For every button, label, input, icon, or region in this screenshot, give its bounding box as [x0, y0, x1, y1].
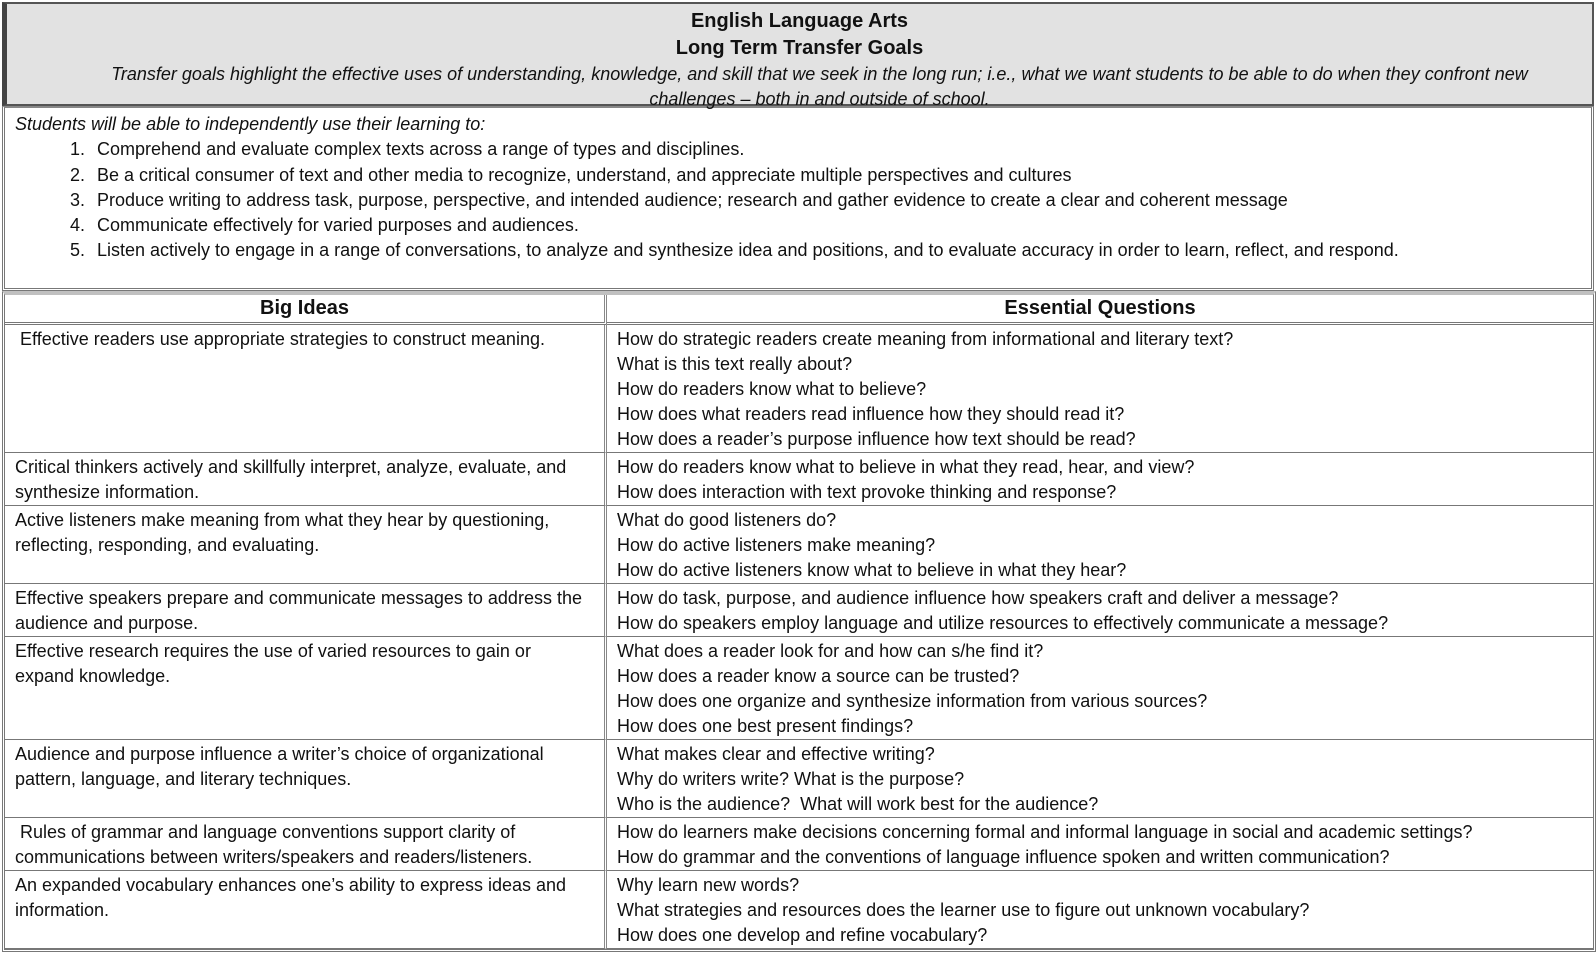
essential-question: What strategies and resources does the learner use to figure out unknown vocabulary? [617, 900, 1310, 920]
essential-question: What do good listeners do? [617, 510, 837, 530]
document-title: English Language Arts [690, 10, 909, 32]
table-header-row [5, 295, 1593, 325]
goal-item [15, 188, 1581, 213]
goal-number: 5. [69, 240, 85, 261]
big-idea-cell: Effective readers use appropriate strategies to construct meaning. [5, 325, 607, 453]
big-idea-cell: An expanded vocabulary enhances one’s ability to express ideas and information. [5, 871, 607, 949]
column-header-essential-questions: Essential Questions [607, 295, 1593, 325]
big-idea-cell: Effective research requires the use of varied resources to gain or expand knowledge. [5, 637, 607, 740]
table-row [5, 637, 1593, 740]
goal-item [15, 137, 1581, 162]
goal-text: Comprehend and evaluate complex texts across a range of types and disciplines. [97, 139, 745, 160]
header-description: Transfer goals highlight the effective uses of understanding, knowledge, and skill that we seek in the long run; i.e., what we want students to be able to do when they confront new challenges – both in and outside of school. [111, 64, 1528, 109]
header-section [2, 2, 1594, 109]
essential-question: Why do writers write? What is the purpose? [617, 769, 965, 789]
document [2, 2, 1594, 952]
essential-question: How does one best present findings? [617, 716, 914, 736]
essential-questions-cell [607, 506, 1593, 584]
big-idea-cell: Effective speakers prepare and communicate messages to address the audience and purpose. [5, 584, 607, 637]
table-row [5, 453, 1593, 506]
goal-number: 4. [69, 215, 85, 236]
goal-number: 3. [69, 189, 85, 210]
transfer-goals-section [2, 106, 1594, 291]
goal-text: Produce writing to address task, purpose, perspective, and intended audience; research and gather evidence to create a clear and coherent message [97, 189, 1288, 210]
essential-question: How does one develop and refine vocabulary? [617, 925, 988, 945]
essential-questions-cell [607, 584, 1593, 637]
essential-questions-cell [607, 453, 1593, 506]
goal-number: 2. [69, 164, 85, 185]
table-row [5, 818, 1593, 871]
essential-questions-cell [607, 325, 1593, 453]
essential-question: What is this text really about? [617, 354, 853, 374]
big-idea-cell: Active listeners make meaning from what they hear by questioning, reflecting, responding, and evaluating. [5, 506, 607, 584]
essential-question: Why learn new words? [617, 875, 800, 895]
essential-question: How do active listeners know what to believe in what they hear? [617, 560, 1127, 580]
essential-question: How does a reader’s purpose influence how text should be read? [617, 429, 1136, 449]
essential-question: How do strategic readers create meaning from informational and literary text? [617, 329, 1234, 349]
essential-question: What does a reader look for and how can s/he find it? [617, 641, 1044, 661]
table-row [5, 325, 1593, 453]
goal-item [15, 213, 1581, 238]
essential-question: How do grammar and the conventions of language influence spoken and written communication? [617, 847, 1390, 867]
essential-question: How do active listeners make meaning? [617, 535, 936, 555]
big-idea-cell: Critical thinkers actively and skillfully interpret, analyze, evaluate, and synthesize information. [5, 453, 607, 506]
table-row [5, 506, 1593, 584]
essential-questions-cell [607, 818, 1593, 871]
essential-question: How do readers know what to believe in what they read, hear, and view? [617, 457, 1195, 477]
essential-questions-cell [607, 740, 1593, 818]
table-row [5, 871, 1593, 949]
essential-question: What makes clear and effective writing? [617, 744, 935, 764]
goals-list [15, 137, 1581, 263]
essential-question: How do learners make decisions concerning formal and informal language in social and academic settings? [617, 822, 1473, 842]
table-row [5, 740, 1593, 818]
essential-question: How does one organize and synthesize information from various sources? [617, 691, 1208, 711]
column-header-big-ideas: Big Ideas [5, 295, 607, 325]
essential-question: How does interaction with text provoke thinking and response? [617, 482, 1117, 502]
goal-text: Listen actively to engage in a range of conversations, to analyze and synthesize idea and positions, and to evaluate accuracy in order to learn, reflect, and respond. [97, 240, 1399, 261]
essential-questions-cell [607, 871, 1593, 949]
essential-question: Who is the audience? What will work best for the audience? [617, 794, 1099, 814]
table-row [5, 584, 1593, 637]
essential-question: How do readers know what to believe? [617, 379, 927, 399]
goal-item [15, 163, 1581, 188]
essential-question: How do speakers employ language and utilize resources to effectively communicate a message? [617, 613, 1389, 633]
big-idea-cell: Audience and purpose influence a writer’s choice of organizational pattern, language, and literary techniques. [5, 740, 607, 818]
goal-text: Be a critical consumer of text and other media to recognize, understand, and appreciate multiple perspectives and cultures [97, 164, 1072, 185]
essential-question: How do task, purpose, and audience influence how speakers craft and deliver a message? [617, 588, 1339, 608]
goal-item [15, 238, 1581, 263]
goals-intro: Students will be able to independently use their learning to: [15, 114, 486, 134]
essential-question: How does what readers read influence how they should read it? [617, 404, 1125, 424]
big-idea-cell: Rules of grammar and language conventions support clarity of communications between writers/speakers and readers/listeners. [5, 818, 607, 871]
essential-questions-cell [607, 637, 1593, 740]
goal-number: 1. [69, 139, 85, 160]
document-subtitle: Long Term Transfer Goals [675, 37, 924, 59]
essential-question: How does a reader know a source can be trusted? [617, 666, 1020, 686]
goal-text: Communicate effectively for varied purposes and audiences. [97, 215, 579, 236]
big-ideas-table [2, 291, 1596, 952]
